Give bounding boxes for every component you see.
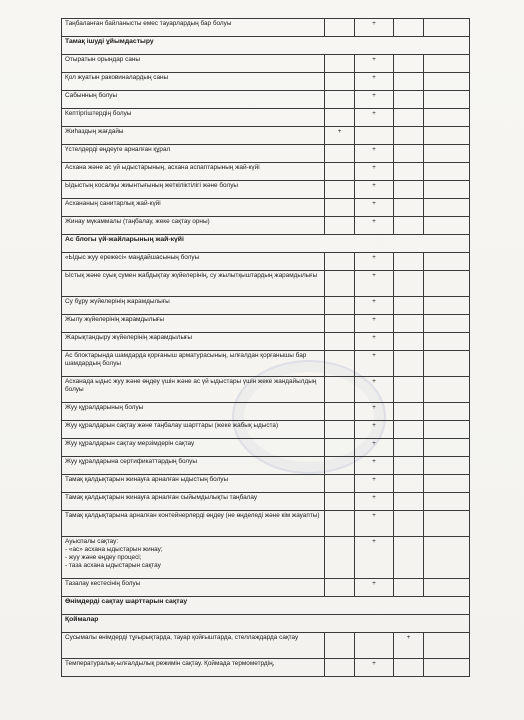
mark-cell-4 [424,333,470,351]
mark-cell-1 [325,199,355,217]
mark-cell-3 [394,253,424,271]
section-header-row [62,615,470,633]
criterion-text: Жылу жүйелерінің жарамдылығы [62,315,325,333]
mark-cell-1 [325,163,355,181]
criterion-text: Кептіргіштердің болуы [62,109,325,127]
mark-cell-1 [325,271,355,297]
mark-cell-4 [424,377,470,403]
mark-cell-1 [325,403,355,421]
checklist-row [62,377,470,403]
section-title: Өнімдерді сақтау шарттарын сақтау [62,597,470,615]
checklist-row [62,91,470,109]
criterion-text: Тазалау кестесінің болуы [62,579,325,597]
mark-cell-4 [424,537,470,579]
checklist-row [62,579,470,597]
mark-cell-2: + [355,297,394,315]
mark-cell-1 [325,145,355,163]
mark-cell-2: + [355,579,394,597]
checklist-row [62,297,470,315]
mark-cell-3 [394,297,424,315]
mark-cell-4 [424,163,470,181]
mark-cell-3 [394,439,424,457]
mark-cell-4 [424,579,470,597]
mark-cell-2: + [355,457,394,475]
mark-cell-3 [394,537,424,579]
mark-cell-1 [325,439,355,457]
criterion-text: Ыстық және суық сумен жабдықтау жүйелерінің, су жылытқыштардың жарамдылығы [62,271,325,297]
mark-cell-4 [424,297,470,315]
criterion-text: Жуу құралдарын сақтау және таңбалау шарттары (жеке жабық ыдыста) [62,421,325,439]
criterion-line: Ауыспалы сақтау: [65,538,119,545]
criterion-text: Асхананың санитарлық жай-күйі [62,199,325,217]
mark-cell-2: + [355,271,394,297]
mark-cell-2: + [355,659,394,677]
mark-cell-2: + [355,475,394,493]
mark-cell-3 [394,109,424,127]
mark-cell-4 [424,253,470,271]
mark-cell-1 [325,91,355,109]
mark-cell-3 [394,91,424,109]
mark-cell-4 [424,511,470,537]
criterion-text: Асхана және ас үй ыдыстарының, асхана аспаптарының жай-күйі [62,163,325,181]
mark-cell-1 [325,475,355,493]
checklist-row [62,511,470,537]
checklist-row [62,421,470,439]
mark-cell-4 [424,403,470,421]
criterion-text: Тамақ қалдықтарын жинауға арналған сыйымдылықты таңбалау [62,493,325,511]
mark-cell-2: + [355,217,394,235]
mark-cell-1 [325,511,355,537]
mark-cell-2: + [355,439,394,457]
criterion-text: Сусымалы өнімдерді тұғырықтарда, тауар қойғыштарда, стеллаждарда сақтау [62,633,325,659]
criterion-text: Отыратын орындар саны [62,55,325,73]
mark-cell-4 [424,633,470,659]
mark-cell-4 [424,19,470,37]
mark-cell-1 [325,537,355,579]
mark-cell-1 [325,333,355,351]
mark-cell-1 [325,315,355,333]
mark-cell-2: + [355,199,394,217]
criterion-text: Үстелдерді өңдеуге арналған құрал [62,145,325,163]
checklist-row [62,127,470,145]
mark-cell-1 [325,633,355,659]
mark-cell-1 [325,19,355,37]
mark-cell-2: + [355,181,394,199]
mark-cell-2: + [355,91,394,109]
mark-cell-3 [394,181,424,199]
checklist-row [62,475,470,493]
checklist-row [62,351,470,377]
mark-cell-3 [394,163,424,181]
mark-cell-1 [325,73,355,91]
mark-cell-3 [394,475,424,493]
criterion-text: Ыдыстың косалқы жиынтығының жеткіліктілігі және болуы [62,181,325,199]
mark-cell-1 [325,55,355,73]
checklist-row [62,457,470,475]
checklist-row [62,493,470,511]
mark-cell-3 [394,351,424,377]
criterion-text: «Ыдыс жуу ережесі» маңдайшасының болуы [62,253,325,271]
mark-cell-3 [394,127,424,145]
mark-cell-2: + [355,333,394,351]
criterion-text [62,537,325,579]
mark-cell-2 [355,633,394,659]
criterion-text: Қол жуатын раковиналардың саны [62,73,325,91]
mark-cell-1 [325,377,355,403]
section-title: Қоймалар [62,615,470,633]
inspection-checklist-table [61,18,470,677]
mark-cell-3 [394,511,424,537]
mark-cell-4 [424,181,470,199]
checklist-row [62,537,470,579]
mark-cell-3 [394,457,424,475]
checklist-row [62,19,470,37]
criterion-text: Жинау мүкаммалы (таңбалау, жеке сақтау орны) [62,217,325,235]
checklist-row [62,181,470,199]
mark-cell-2: + [355,493,394,511]
mark-cell-2 [355,127,394,145]
mark-cell-2: + [355,377,394,403]
criterion-text: Жуу құралдарына сертификаттардың болуы [62,457,325,475]
mark-cell-3 [394,73,424,91]
mark-cell-4 [424,659,470,677]
mark-cell-3 [394,55,424,73]
checklist-row [62,199,470,217]
checklist-row [62,659,470,677]
mark-cell-2: + [355,537,394,579]
mark-cell-2: + [355,315,394,333]
mark-cell-4 [424,91,470,109]
checklist-row [62,403,470,421]
mark-cell-2: + [355,421,394,439]
mark-cell-4 [424,493,470,511]
criterion-text: Тамақ қалдықтарын жинауға арналған ыдыстың болуы [62,475,325,493]
criterion-text: Жарықтандыру жүйелерінің жарамдылығы [62,333,325,351]
checklist-row [62,109,470,127]
criterion-text: Жуу құралдарын сақтау мерзімдерін сақтау [62,439,325,457]
criterion-text: Температуралық-ылғалдылық режимін сақтау. Қоймада термометрдің, [62,659,325,677]
mark-cell-2: + [355,73,394,91]
checklist-row [62,315,470,333]
checklist-row [62,217,470,235]
mark-cell-2: + [355,253,394,271]
criterion-text: Ас блоктарында шамдарда қорғаныш арматурасының, ылғалдан қорғанышы бар шамдардың болуы [62,351,325,377]
mark-cell-4 [424,475,470,493]
mark-cell-3 [394,333,424,351]
mark-cell-3: + [394,633,424,659]
mark-cell-4 [424,421,470,439]
section-header-row [62,235,470,253]
mark-cell-3 [394,19,424,37]
criterion-text: Тамақ қалдықтарына арналған контейнерлерді өңдеу (не өңделеді және кім жауапты) [62,511,325,537]
mark-cell-2: + [355,145,394,163]
section-header-row [62,37,470,55]
checklist-row [62,439,470,457]
mark-cell-4 [424,55,470,73]
checklist-row [62,633,470,659]
mark-cell-4 [424,73,470,91]
mark-cell-2: + [355,403,394,421]
mark-cell-4 [424,439,470,457]
criterion-text: Жиһаздың жағдайы [62,127,325,145]
criterion-line: - «ас» асхана ыдыстарын жинау; [65,546,163,553]
criterion-text: Сабынның болуы [62,91,325,109]
mark-cell-3 [394,199,424,217]
checklist-row [62,253,470,271]
checklist-row [62,163,470,181]
criterion-line: - таза асхана ыдыстарын сақтау [65,562,161,569]
mark-cell-4 [424,457,470,475]
criterion-line: - жуу және өңдеу процесі; [65,554,142,561]
mark-cell-3 [394,493,424,511]
mark-cell-3 [394,421,424,439]
mark-cell-1 [325,351,355,377]
mark-cell-1 [325,421,355,439]
mark-cell-4 [424,199,470,217]
checklist-row [62,55,470,73]
checklist-row [62,145,470,163]
mark-cell-1 [325,579,355,597]
mark-cell-2: + [355,19,394,37]
mark-cell-1 [325,457,355,475]
mark-cell-1: + [325,127,355,145]
mark-cell-4 [424,127,470,145]
mark-cell-1 [325,181,355,199]
mark-cell-1 [325,109,355,127]
mark-cell-4 [424,217,470,235]
mark-cell-2: + [355,351,394,377]
mark-cell-3 [394,217,424,235]
mark-cell-2: + [355,55,394,73]
mark-cell-1 [325,217,355,235]
section-title: Ас блогы үй-жайларының жай-күйі [62,235,470,253]
mark-cell-1 [325,297,355,315]
mark-cell-4 [424,271,470,297]
mark-cell-3 [394,271,424,297]
criterion-text: Асханада ыдыс жуу және өңдеу үшін және ас үй ыдыстары үшін жеке жандайылдың болуы [62,377,325,403]
mark-cell-2: + [355,109,394,127]
mark-cell-4 [424,145,470,163]
mark-cell-3 [394,145,424,163]
checklist-row [62,333,470,351]
mark-cell-4 [424,351,470,377]
criterion-text: Таңбаланған байланысты емес тауарлардың бар болуы [62,19,325,37]
mark-cell-4 [424,315,470,333]
section-title: Тамақ ішуді ұйымдастыру [62,37,470,55]
criterion-text: Жуу құралдарының болуы [62,403,325,421]
mark-cell-3 [394,659,424,677]
mark-cell-3 [394,579,424,597]
checklist-row [62,73,470,91]
mark-cell-3 [394,403,424,421]
checklist-row [62,271,470,297]
mark-cell-1 [325,253,355,271]
section-header-row [62,597,470,615]
mark-cell-1 [325,493,355,511]
mark-cell-3 [394,377,424,403]
mark-cell-4 [424,109,470,127]
mark-cell-2: + [355,163,394,181]
criterion-text: Су бұру жүйелерінің жарамдылығы [62,297,325,315]
mark-cell-2: + [355,511,394,537]
mark-cell-1 [325,659,355,677]
mark-cell-3 [394,315,424,333]
